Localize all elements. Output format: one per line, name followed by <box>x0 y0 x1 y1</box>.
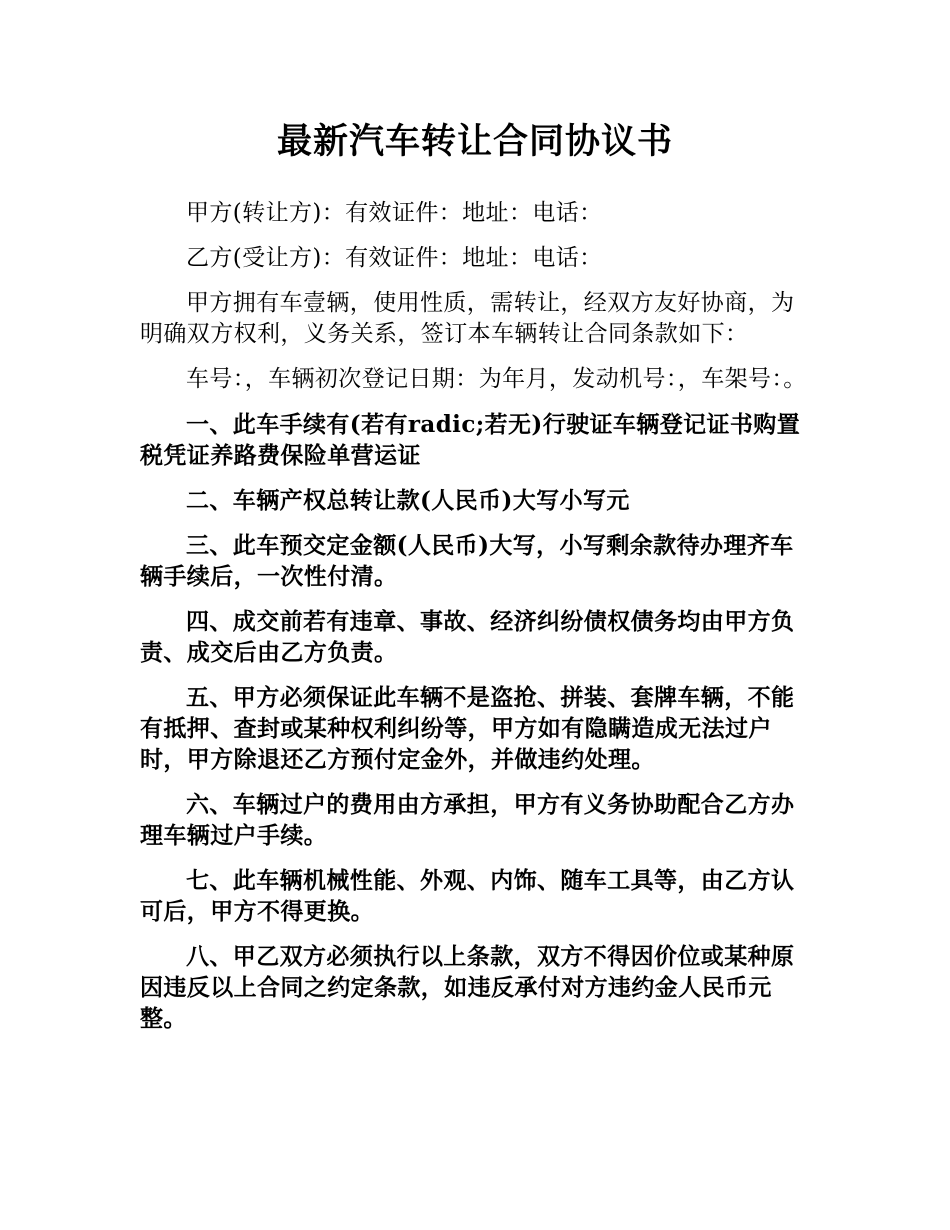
vehicle-info-paragraph: 车号：，车辆初次登记日期：为年月，发动机号：，车架号：。 <box>186 366 807 392</box>
clause-5: 五、甲方必须保证此车辆不是盗抢、拼装、套牌车辆，不能有抵押、查封或某种权利纠纷等，甲方如有隐瞒造成无法过户时，甲方除退还乙方预付定金外，并做违约处理。 <box>140 684 795 773</box>
clause-2: 二、车辆产权总转让款(人民币)大写小写元 <box>186 487 630 514</box>
document-body <box>140 198 810 1048</box>
clause-1: 一、此车手续有(若有radic;若无)行驶证车辆登记证书购置税凭证养路费保险单营运证 <box>140 411 801 469</box>
party-a-line: 甲方(转让方)：有效证件：地址：电话： <box>186 200 603 226</box>
document-title: 最新汽车转让合同协议书 <box>276 121 673 162</box>
clause-6: 六、车辆过户的费用由方承担，甲方有义务协助配合乙方办理车辆过户手续。 <box>140 791 795 849</box>
clause-7: 七、此车辆机械性能、外观、内饰、随车工具等，由乙方认可后，甲方不得更换。 <box>140 867 795 925</box>
clause-3: 三、此车预交定金额(人民币)大写，小写剩余款待办理齐车辆手续后，一次性付清。 <box>140 532 794 590</box>
clause-4: 四、成交前若有违章、事故、经济纠纷债权债务均由甲方负责、成交后由乙方负责。 <box>140 608 795 666</box>
clause-8: 八、甲乙双方必须执行以上条款，双方不得因价位或某种原因违反以上合同之约定条款，如违反承付对方违约金人民币元整。 <box>140 943 795 1032</box>
party-b-line: 乙方(受让方)：有效证件：地址：电话： <box>186 245 603 271</box>
intro-paragraph: 甲方拥有车壹辆，使用性质，需转让，经双方友好协商，为明确双方权利，义务关系，签订本车辆转让合同条款如下： <box>140 290 795 347</box>
